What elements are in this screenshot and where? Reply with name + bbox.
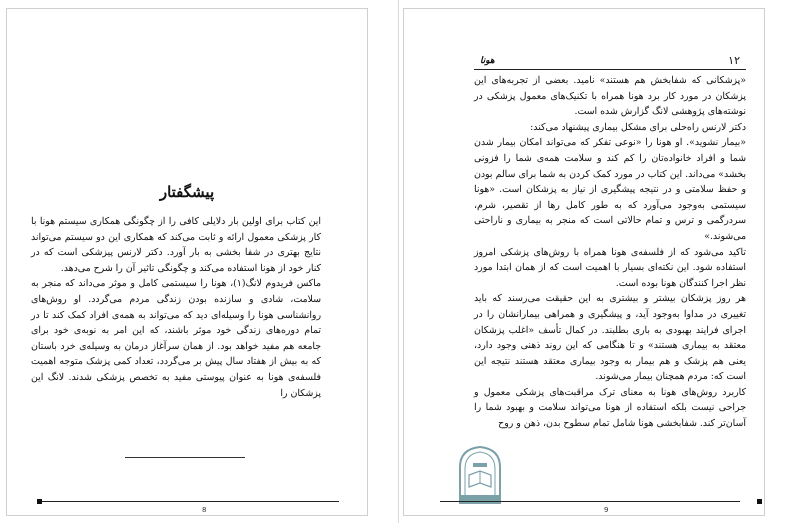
footnote-divider [125,457,245,458]
right-paragraph-5: هر روز پزشکان بیشتر و بیشتری به این حقیقت می‌رسند که باید تغییری در مداوا به‌وجود آید، و پیشگیری و همراهی بیمارانشان را در اجرای فرایند بهبودی به باری بطلبند. در کمال تأسف «اغلب پزشکان معتقد به بیماری هستند» و تا هنگامی که این روند ذهنی وجود دارد، یعنی هم پزشک و هم بیمار به وجود بیماری معتقد هستند نتیجه این است که: مردم همچنان بیمار می‌شوند. [474,293,746,383]
right-paragraph-4: تاکید می‌شود که از فلسفه‌ی هونا همراه با روش‌های پزشکی امروز استفاده شود. این نکته‌ای بسیار با اهمیت است که از همان ابتدا مورد نظر اجرا کنندگان هونا بوده است. [474,246,746,289]
running-title: هونا [480,56,495,66]
page-gutter [398,0,399,523]
chapter-page-number: ۱۲ [728,54,740,67]
left-page-number: 8 [202,506,207,514]
right-paragraph-3: «بیمار نشوید». او هونا را «نوعی تفکر که می‌تواند امکان بیمار شدن شما و افراد خانواده‌تان را کم کند و سلامت همه‌ی شما را فزونی بخشد» می‌داند. این کتاب در مورد کمک کردن به شما برای سالم بودن و حفظ سلامتی و در نتیجه پیشگیری از نیاز به پزشکان است. «هونا سیستمی به‌وجود می‌آورد که به طور کامل رها از تقصیر، شرم، سردرگمی و ترس و تمام حالاتی است که منجر به بیماری و ناراحتی می‌شوند.» [474,137,746,242]
left-bottom-rule [37,501,339,502]
right-page-body [474,73,746,432]
right-page-number: 9 [604,506,609,514]
right-bottom-rule [440,501,740,502]
right-paragraph-6: کاربرد روش‌های هونا به معنای ترک مراقبت‌های پزشکی معمول و جراحی نیست بلکه استفاده از هونا می‌تواند سلامت و بهبود شما را آسان‌تر کند. شفابخشی هونا شامل تمام سطوح بدن، ذهن و روح [474,386,746,430]
right-paragraph-1: «پزشکانی که شفابخش هم هستند» نامید. بعضی از تجربه‌های این پزشکان در مورد کار برد هونا همراه با تکنیک‌های معمول پزشکی در نوشته‌های پژوهشی لانگ گزارش شده است. [474,75,746,118]
right-paragraph-2: دکتر لارنس راه‌حلی برای مشکل بیماری پیشنهاد می‌کند: [530,121,746,133]
crop-marker [37,499,42,504]
left-page [6,8,368,516]
preface-heading: پیشگفتار [159,183,215,201]
left-paragraph-2: ماکس فریدوم لانگ(۱)، هونا را سیستمی کامل و موثر می‌داند که منجر به سلامت، شادی و سازنده بودن زندگی مردم می‌گردد. او روش‌های روانشناسی هونا را وسیله‌ای دید که می‌تواند به همه‌ی افراد کمک کند تا در تمام دوره‌های زندگی خود موثر باشند، که این امر به نوبه‌ی خود برای جامعه هم مفید خواهد بود. از همان سرآغاز درمان به وسیله‌ی خرد باستان که به بیش از هفتاد سال پیش بر می‌گردد، تعداد کمی پزشک متوجه اهمیت فلسفه‌ی هونا به عنوان پیوستی مفید به تخصص پزشکی شدند. لانگ این پزشکان را [31,278,321,399]
crop-marker [757,499,762,504]
header-rule [474,69,746,70]
right-page [403,8,765,516]
library-seal-icon [456,445,504,507]
left-page-body [31,214,321,401]
left-paragraph-1: این کتاب برای اولین بار دلایلی کافی را از چگونگی همکاری سیستم هونا با کار پزشکی معمول ارائه و ثابت می‌کند که همکاری این دو سیستم می‌تواند نتایج بهتری در شفا بخشی به بار آورد. دکتر لارنس پیزشکی است که در کنار خود از هونا استفاده می‌کند و چگونگی تاثیر آن را شرح می‌دهد. [31,216,321,274]
